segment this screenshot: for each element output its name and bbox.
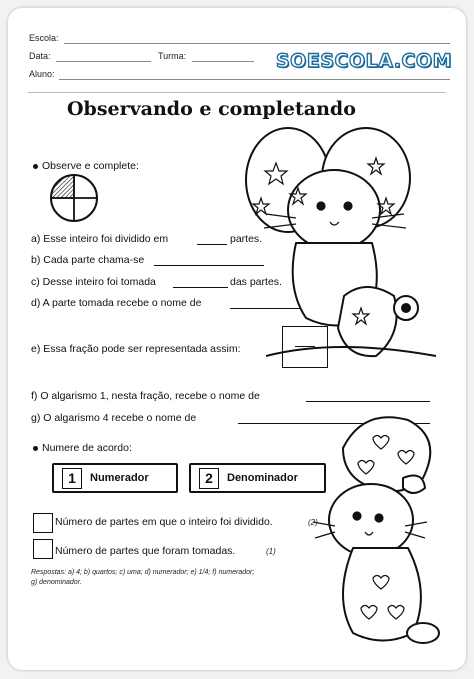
instruction-text: Observe e complete:	[42, 160, 139, 172]
page-title: Observando e completando	[67, 98, 356, 120]
question-a-suffix: partes.	[230, 233, 263, 245]
option-number: 2	[199, 468, 219, 489]
item-answer-2: (1)	[266, 547, 276, 556]
quartered-circle-figure	[48, 172, 100, 224]
question-f: f) O algarismo 1, nesta fração, recebe o nome de	[31, 390, 260, 402]
turma-line	[192, 61, 254, 62]
escola-line	[64, 43, 450, 44]
option-denominador	[189, 463, 326, 493]
question-g: g) O algarismo 4 recebe o nome de	[31, 412, 197, 424]
item-answer-1: (2)	[308, 518, 318, 527]
instruction-text-2: Numere de acordo:	[42, 442, 132, 454]
escola-label: Escola:	[29, 33, 59, 43]
bunny-with-flower-illustration	[226, 118, 448, 368]
option-numerador	[52, 463, 178, 493]
header-divider	[28, 92, 446, 93]
instruction-numere	[33, 442, 132, 454]
answer-blank-f[interactable]	[306, 401, 430, 402]
site-logo: SOESCOLA.COM	[276, 50, 452, 72]
item-text-2: Número de partes que foram tomadas.	[55, 545, 236, 557]
answer-blank-a[interactable]	[197, 244, 227, 245]
option-number: 1	[62, 468, 82, 489]
turma-label: Turma:	[158, 51, 187, 61]
option-label: Numerador	[90, 472, 149, 484]
worksheet-page	[8, 8, 466, 670]
question-b: b) Cada parte chama-se	[31, 254, 145, 266]
item-text-1: Número de partes em que o inteiro foi dividido.	[55, 516, 273, 528]
question-e: e) Essa fração pode ser representada assim:	[31, 343, 241, 355]
answer-checkbox-2[interactable]	[33, 539, 53, 559]
bullet-icon	[33, 446, 38, 451]
question-c: c) Desse inteiro foi tomada	[31, 276, 156, 288]
question-d: d) A parte tomada recebe o nome de	[31, 297, 202, 309]
answer-checkbox-1[interactable]	[33, 513, 53, 533]
data-line	[56, 61, 151, 62]
bullet-icon	[33, 164, 38, 169]
option-label: Denominador	[227, 472, 298, 484]
question-a: a) Esse inteiro foi dividido em	[31, 233, 169, 245]
answer-blank-c[interactable]	[173, 287, 228, 288]
answers-line-1: Respostas: a) 4; b) quartos; c) uma; d) numerador; e) 1/4; f) numerador;	[31, 569, 255, 576]
aluno-label: Aluno:	[29, 69, 55, 79]
bunny-with-hearts-illustration	[313, 408, 453, 658]
answers-line-2: g) denominador.	[31, 579, 82, 586]
aluno-line	[59, 79, 450, 80]
data-label: Data:	[29, 51, 51, 61]
question-c-suffix: das partes.	[230, 276, 282, 288]
instruction-observe	[33, 160, 139, 172]
